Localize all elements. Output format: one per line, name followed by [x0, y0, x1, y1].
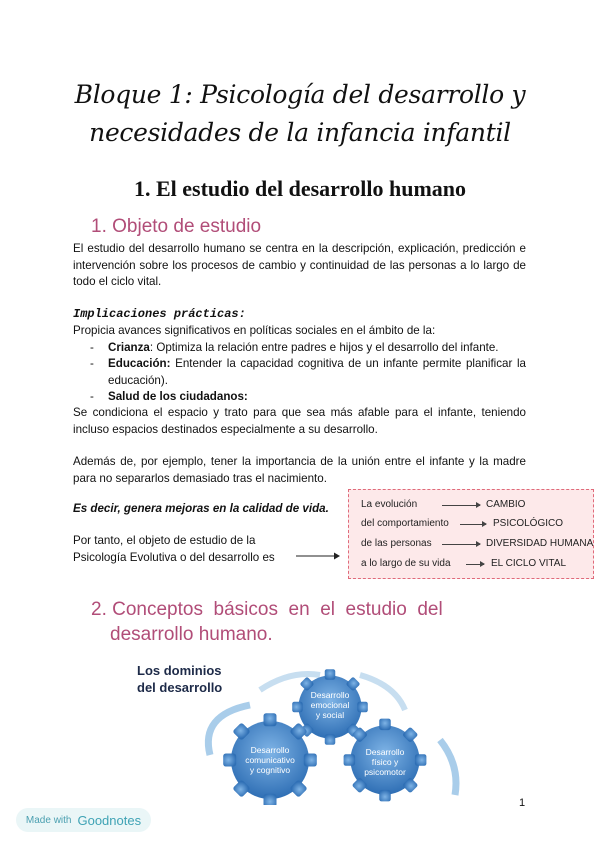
box-row-left: del comportamiento [361, 518, 449, 529]
list-item-bold: Crianza [108, 341, 150, 354]
section-title: 1. El estudio del desarrollo humano [133, 176, 467, 201]
list-item: - Educación: Entender la capacidad cognitiva de un infante permite planificar la educación). [90, 357, 526, 387]
arrow-icon [460, 524, 486, 525]
page-number: 1 [519, 797, 526, 809]
por-tanto-line-2: Psicología Evolutiva o del desarrollo es [73, 550, 275, 564]
implicaciones-heading: Implicaciones prácticas: [73, 307, 246, 321]
gear-comunicativo-line-3: y cognitivo [249, 765, 291, 775]
paragraph-ademas: Además de, por ejemplo, tener la importancia de la unión entre el infante y la madre para no separarlos demasiado tras el nacimiento. [73, 455, 526, 485]
badge-made-with: Made with [25, 814, 72, 826]
box-row-left: La evolución [361, 499, 418, 510]
list-item-text: Entender la capacidad cognitiva de un infante permite planificar la educación). [108, 357, 526, 387]
badge-brand: Goodnotes [77, 812, 142, 828]
box-row [361, 518, 564, 529]
gear-fisico-line-3: psicomotor [364, 767, 406, 777]
goodnotes-badge[interactable] [16, 808, 151, 832]
subsection-conceptos [91, 597, 527, 647]
gear-emocional-line-2: emocional [310, 700, 350, 710]
gear-comunicativo-line-2: comunicativo [245, 755, 295, 765]
list-item: - Crianza: Optimiza la relación entre padres e hijos y el desarrollo del infante. [90, 341, 499, 354]
paragraph-propicia: Propicia avances significativos en políticas sociales en el ámbito de la: [73, 324, 436, 337]
box-row [361, 499, 526, 510]
title-line-2: necesidades de la infancia infantil [89, 118, 511, 147]
list-item-bold: Educación: [108, 357, 171, 370]
arrow-icon [442, 544, 480, 545]
title-line-1: Bloque 1: Psicología del desarrollo y [74, 80, 526, 109]
paragraph-espacio: Se condiciona el espacio y trato para que sea más afable para el infante, teniendo incluso espacios destinados especialmente a su desarrollo. [73, 406, 526, 436]
list-item-text: : Optimiza la relación entre padres e hijos y el desarrollo del infante. [149, 341, 499, 354]
subsection-conceptos-line-2: desarrollo humano. [110, 624, 273, 645]
box-row-right: DIVERSIDAD HUMANA [486, 538, 594, 549]
list-item: - Salud de los ciudadanos: [90, 390, 248, 403]
arrow-icon [442, 505, 480, 506]
gear-emocional-line-3: y social [315, 710, 345, 720]
box-row-right: EL CICLO VITAL [491, 558, 567, 569]
dominios-line-1: Los dominios [137, 663, 222, 678]
definition-box [348, 489, 594, 579]
por-tanto-text [73, 533, 275, 566]
subsection-objeto: 1. Objeto de estudio [91, 216, 262, 237]
gear-emocional-line-1: Desarrollo [310, 690, 350, 700]
paragraph-intro: El estudio del desarrollo humano se centra en la descripción, explicación, predicción e intervención sobre los procesos de cambio y continuidad de las personas a lo largo de todo el ciclo vital. [73, 242, 526, 288]
domains-diagram [190, 655, 500, 805]
es-decir-text: Es decir, genera mejoras en la calidad de vida. [73, 502, 329, 515]
box-row-left: de las personas [361, 538, 432, 549]
subsection-conceptos-line-1: 2. Conceptos básicos en el estudio del [91, 599, 443, 620]
box-row [361, 538, 594, 549]
gear-fisico-line-2: físico y [371, 757, 399, 767]
box-row-right: CAMBIO [486, 499, 526, 510]
box-row [361, 558, 567, 569]
gear-comunicativo-line-1: Desarrollo [250, 745, 290, 755]
dominios-line-2: del desarrollo [137, 680, 223, 695]
box-row-left: a lo largo de su vida [361, 558, 451, 569]
box-row-right: PSICOLÓGICO [493, 518, 564, 529]
arrow-icon [466, 564, 484, 565]
list-item-bold: Salud de los ciudadanos: [108, 390, 248, 403]
por-tanto-line-1: Por tanto, el objeto de estudio de la [73, 534, 256, 547]
gear-fisico-line-1: Desarrollo [365, 747, 405, 757]
long-arrow-icon [296, 551, 340, 561]
